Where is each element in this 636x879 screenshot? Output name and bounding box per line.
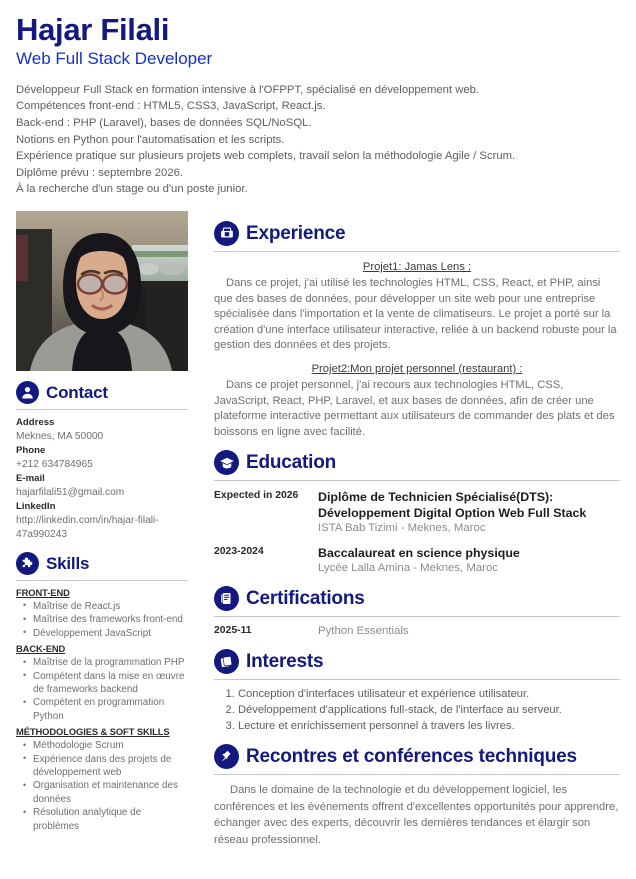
list-item: • Résolution analytique de problèmes [33, 806, 188, 833]
section-header-interests [214, 649, 620, 674]
puzzle-piece-icon [16, 552, 39, 575]
list-item: • Maîtrise de la programmation PHP [33, 656, 188, 669]
contact-label: LinkedIn [16, 500, 56, 512]
list-item: • Développement JavaScript [33, 627, 188, 640]
list-item: • Méthodologie Scrum [33, 739, 188, 752]
contact-value-linkedin[interactable]: http://linkedin.com/in/hajar-filali-47a990243 [16, 514, 159, 540]
list-item: 2. Développement d'applications full-stack, de l'interface au serveur. [225, 704, 562, 717]
divider [214, 679, 620, 680]
experience-item [214, 259, 620, 354]
right-column [214, 211, 620, 848]
resume-header [16, 14, 620, 198]
list-item: • Compétent dans la mise en œuvre de frameworks backend [33, 670, 188, 697]
divider [214, 616, 620, 617]
skill-group-title: MÉTHODOLOGIES & SOFT SKILLS [16, 726, 170, 738]
education-entry [214, 545, 620, 577]
contact-label: E-mail [16, 472, 45, 484]
education-detail [318, 489, 620, 537]
list-item: 3. Lecture et enrichissement personnel à travers les livres. [225, 720, 515, 733]
list-item: 1. Conception d'interfaces utilisateur et expérience utilisateur. [225, 688, 530, 701]
divider [214, 774, 620, 775]
section-title-education: Education [246, 452, 337, 474]
education-degree: Diplôme de Technicien Spécialisé(DTS): Développement Digital Option Web Full Stack [318, 490, 587, 521]
summary-line: Notions en Python pour l'automatisation et les scripts. [16, 133, 285, 146]
section-title-contact: Contact [46, 382, 108, 402]
skill-group-title: BACK-END [16, 643, 66, 655]
summary-line: Développeur Full Stack en formation intensive à l'OFPPT, spécialisé en développement web. [16, 83, 480, 96]
left-column [16, 211, 188, 833]
certification-entry [214, 624, 620, 639]
list-item: • Organisation et maintenance des données [33, 779, 188, 806]
section-title-interests: Interests [246, 651, 324, 673]
summary-line: À la recherche d'un stage ou d'un poste junior. [16, 183, 248, 196]
experience-project-title: Projet2:Mon projet personnel (restaurant) : [311, 362, 523, 375]
section-header-skills [16, 552, 188, 575]
certificate-icon [214, 586, 239, 611]
contact-label: Phone [16, 444, 46, 456]
skill-group-items [16, 739, 188, 833]
pages-icon [214, 649, 239, 674]
job-title: Web Full Stack Developer [16, 48, 213, 68]
education-degree: Baccalaureat en science physique [318, 545, 520, 560]
certification-name: Python Essentials [318, 625, 409, 638]
list-item: • Maîtrise des frameworks front-end [33, 613, 188, 626]
contact-field-phone [16, 444, 188, 472]
divider [16, 580, 188, 581]
contact-field-linkedin [16, 500, 188, 542]
section-header-experience [214, 221, 620, 246]
pushpin-icon [214, 744, 239, 769]
contact-field-address [16, 416, 188, 444]
briefcase-icon [214, 221, 239, 246]
experience-project-description: Dans ce projet personnel, j'ai recours aux technologies HTML, CSS, JavaScript, React, PHP, Laravel, et aux bases de données, afin de créer une plateforme interactive permettant aux utilisateurs de commander des plats et des boissons en ligne avec facilité. [214, 378, 615, 438]
summary-block [16, 82, 620, 198]
contact-value: +212 634784965 [16, 458, 93, 470]
certification-date: 2025-11 [214, 625, 252, 637]
contact-value: Meknes, MA 50000 [16, 430, 104, 442]
list-item: • Compétent en programmation Python [33, 696, 188, 723]
section-title-skills: Skills [46, 553, 90, 573]
contact-label: Address [16, 416, 55, 428]
contact-list [16, 416, 188, 542]
section-header-certifications [214, 586, 620, 611]
education-date: 2023-2024 [214, 545, 264, 557]
education-date: Expected in 2026 [214, 490, 299, 502]
page-title: Hajar Filali [16, 12, 170, 47]
profile-photo [16, 211, 188, 371]
experience-project-description: Dans ce projet, j'ai utilisé les technologies HTML, CSS, React, et PHP, ainsi que des bases de données, pour développer un site web pour une entreprise spécialisée dans l'importation et la vente de climatiseurs. Le projet a porté sur la création d'une interface utilisateur interactive, reliée à un backend robuste pour la gestion des données et des projets. [214, 276, 617, 352]
list-item: • Maîtrise de React.js [33, 600, 188, 613]
education-entry [214, 489, 620, 537]
education-school: ISTA Bab Tizimi - Meknes, Maroc [318, 522, 486, 535]
graduation-cap-icon [214, 450, 239, 475]
portrait-photo-icon [16, 211, 188, 371]
experience-project-title: Projet1: Jamas Lens : [362, 260, 472, 273]
person-icon [16, 381, 39, 404]
divider [16, 409, 188, 410]
certification-detail [318, 624, 620, 639]
summary-line: Back-end : PHP (Laravel), bases de données SQL/NoSQL. [16, 116, 312, 129]
skills-list [16, 586, 188, 833]
section-title-certifications: Certifications [246, 588, 365, 610]
summary-line: Expérience pratique sur plusieurs projets web complets, travail selon la méthodologie Agile / Scrum. [16, 150, 516, 163]
divider [214, 251, 620, 252]
skill-group-title: FRONT-END [16, 586, 70, 598]
section-title-conferences: Recontres et conférences techniques [246, 746, 577, 768]
education-detail [318, 545, 620, 577]
skill-group-items [16, 600, 188, 640]
contact-field-email [16, 472, 188, 500]
skill-group-items [16, 656, 188, 723]
section-title-experience: Experience [246, 222, 346, 244]
list-item: • Expérience dans des projets de développement web [33, 753, 188, 780]
conferences-body: Dans le domaine de la technologie et du développement logiciel, les conférences et les événements offrent d'excellentes opportunités pour apprendre, échanger avec des experts, découvrir les dernières tendances et élargir son réseau professionnel. [214, 784, 619, 846]
section-header-contact [16, 381, 188, 404]
divider [214, 480, 620, 481]
experience-item [214, 361, 620, 440]
interests-list [214, 686, 620, 734]
contact-value-email[interactable]: hajarfilali51@gmail.com [16, 486, 125, 498]
education-school: Lycée Lalla Amina - Meknes, Maroc [318, 561, 499, 574]
section-header-conferences [214, 744, 620, 769]
summary-line: Compétences front-end : HTML5, CSS3, JavaScript, React.js. [16, 100, 326, 113]
summary-line: Diplôme prévu : septembre 2026. [16, 166, 184, 179]
section-header-education [214, 450, 620, 475]
